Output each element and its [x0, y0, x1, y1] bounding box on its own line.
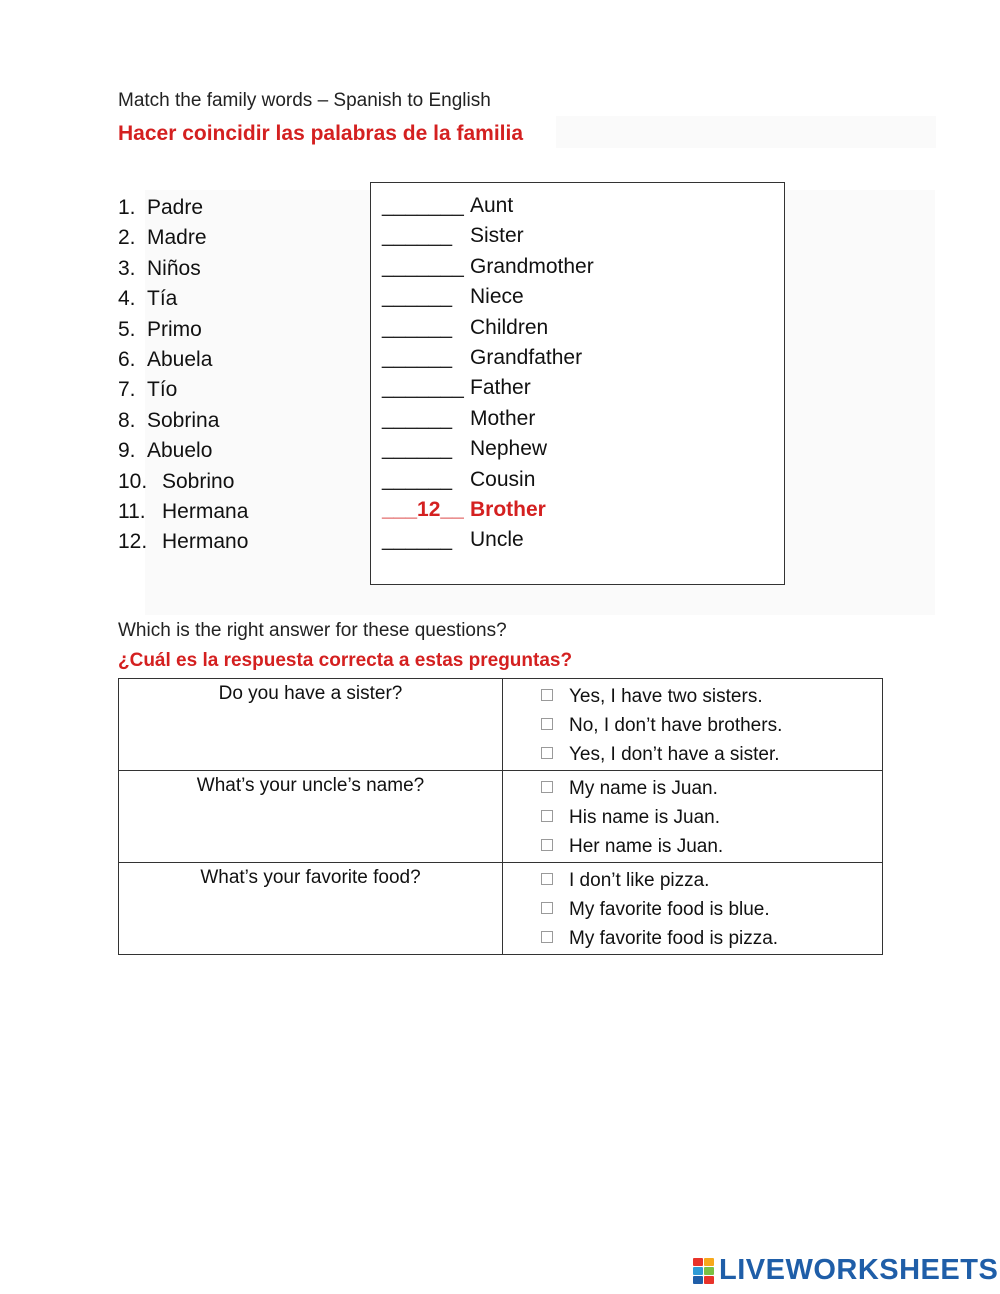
list-item-example — [382, 495, 594, 525]
spanish-word: Padre — [147, 196, 204, 219]
spanish-word: Abuelo — [147, 439, 213, 463]
list-item — [382, 373, 594, 403]
question-cell: Do you have a sister? — [119, 679, 503, 771]
checkbox[interactable] — [541, 902, 553, 914]
spanish-word: Madre — [147, 226, 207, 250]
questions-title: Which is the right answer for these questions? — [118, 620, 507, 641]
english-word: Brother — [470, 497, 546, 521]
questions-subtitle: ¿Cuál es la respuesta correcta a estas preguntas? — [118, 650, 573, 671]
spanish-word: Hermana — [162, 499, 249, 523]
page-title: Match the family words – Spanish to English — [118, 90, 491, 111]
checkbox[interactable] — [541, 781, 553, 793]
list-item — [118, 284, 248, 314]
english-word: Uncle — [470, 528, 524, 552]
item-number: 5. — [118, 317, 136, 341]
answer-blank[interactable]: ______ — [382, 467, 453, 491]
spanish-word: Sobrina — [147, 408, 220, 432]
spanish-word: Tío — [147, 378, 178, 402]
answer-blank[interactable]: _______ — [382, 194, 464, 217]
liveworksheets-logo[interactable] — [693, 1254, 998, 1287]
item-number: 2. — [118, 226, 136, 250]
english-word: Aunt — [470, 194, 514, 217]
list-item — [382, 221, 594, 251]
table-row — [119, 863, 883, 955]
english-word: Sister — [470, 224, 524, 248]
option-label: My favorite food is pizza. — [569, 928, 779, 949]
item-number: 7. — [118, 378, 136, 402]
option-label: Yes, I have two sisters. — [569, 686, 763, 707]
quiz-table — [118, 678, 883, 955]
answer-blank[interactable]: ______ — [382, 406, 453, 430]
spanish-word: Hermano — [162, 530, 249, 554]
spanish-word: Niños — [147, 256, 201, 280]
english-word-list — [382, 191, 594, 556]
spanish-word: Abuela — [147, 347, 213, 371]
english-word: Nephew — [470, 437, 548, 461]
option-label: I don’t like pizza. — [569, 870, 710, 891]
item-number: 4. — [118, 287, 136, 311]
answer-option[interactable] — [541, 896, 882, 925]
list-item — [382, 252, 594, 282]
table-row — [119, 679, 883, 771]
checkbox[interactable] — [541, 718, 553, 730]
options-cell — [503, 771, 883, 863]
spanish-word-list — [118, 193, 248, 558]
spanish-word: Tía — [147, 287, 178, 311]
list-item — [382, 313, 594, 343]
question-cell: What’s your uncle’s name? — [119, 771, 503, 863]
list-item — [382, 465, 594, 495]
option-label: My name is Juan. — [569, 778, 718, 799]
item-number: 10. — [118, 469, 148, 493]
spanish-word: Sobrino — [162, 469, 235, 493]
list-item — [118, 467, 248, 497]
answer-blank[interactable]: ______ — [382, 224, 453, 248]
logo-text: LIVEWORKSHEETS — [719, 1254, 999, 1286]
option-label: Yes, I don’t have a sister. — [569, 744, 780, 765]
option-label: Her name is Juan. — [569, 836, 724, 857]
list-item — [382, 404, 594, 434]
list-item — [118, 223, 248, 253]
list-item — [118, 497, 248, 527]
english-word: Niece — [470, 285, 524, 309]
answer-blank[interactable]: ______ — [382, 285, 453, 309]
answer-option[interactable] — [541, 867, 882, 896]
item-number: 8. — [118, 408, 136, 432]
answer-blank[interactable]: ______ — [382, 345, 453, 369]
list-item — [118, 406, 248, 436]
answer-blank[interactable]: _______ — [382, 254, 464, 278]
list-item — [382, 434, 594, 464]
checkbox[interactable] — [541, 931, 553, 943]
list-item — [118, 436, 248, 466]
answer-blank[interactable]: _______ — [382, 376, 464, 400]
list-item — [382, 191, 594, 221]
options-cell — [503, 863, 883, 955]
checkbox[interactable] — [541, 839, 553, 851]
answer-option[interactable] — [541, 683, 882, 712]
list-item — [382, 525, 594, 555]
list-item — [382, 343, 594, 373]
answer-blank[interactable]: ______ — [382, 528, 453, 552]
list-item — [118, 193, 248, 223]
list-item — [118, 527, 248, 557]
answer-option[interactable] — [541, 775, 882, 804]
english-word: Grandmother — [470, 254, 594, 278]
item-number: 3. — [118, 256, 136, 280]
example-answer: ___12__ — [382, 497, 464, 521]
item-number: 12. — [118, 530, 148, 554]
list-item — [118, 345, 248, 375]
answer-option[interactable] — [541, 925, 882, 954]
answer-option[interactable] — [541, 804, 882, 833]
option-label: No, I don’t have brothers. — [569, 715, 783, 736]
checkbox[interactable] — [541, 747, 553, 759]
list-item — [118, 315, 248, 345]
answer-blank[interactable]: ______ — [382, 437, 453, 461]
options-cell — [503, 679, 883, 771]
list-item — [118, 375, 248, 405]
checkbox[interactable] — [541, 873, 553, 885]
english-word: Cousin — [470, 467, 536, 491]
spanish-word: Primo — [147, 317, 202, 341]
list-item — [382, 282, 594, 312]
question-cell: What’s your favorite food? — [119, 863, 503, 955]
checkbox[interactable] — [541, 689, 553, 701]
table-row — [119, 771, 883, 863]
option-label: My favorite food is blue. — [569, 899, 770, 920]
english-word: Children — [470, 315, 549, 339]
list-item — [118, 254, 248, 284]
english-word: Father — [470, 376, 531, 400]
highlight-band-top — [556, 116, 936, 148]
answer-option[interactable] — [541, 741, 882, 770]
item-number: 1. — [118, 196, 136, 219]
page-subtitle: Hacer coincidir las palabras de la familia — [118, 122, 524, 145]
item-number: 6. — [118, 347, 136, 371]
option-label: His name is Juan. — [569, 807, 721, 828]
answer-option[interactable] — [541, 712, 882, 741]
answer-option[interactable] — [541, 833, 882, 862]
checkbox[interactable] — [541, 810, 553, 822]
english-word: Mother — [470, 406, 536, 430]
answer-blank[interactable]: ______ — [382, 315, 453, 339]
item-number: 9. — [118, 439, 136, 463]
liveworksheets-logo-icon — [693, 1258, 715, 1284]
english-word: Grandfather — [470, 345, 583, 369]
item-number: 11. — [118, 499, 146, 523]
